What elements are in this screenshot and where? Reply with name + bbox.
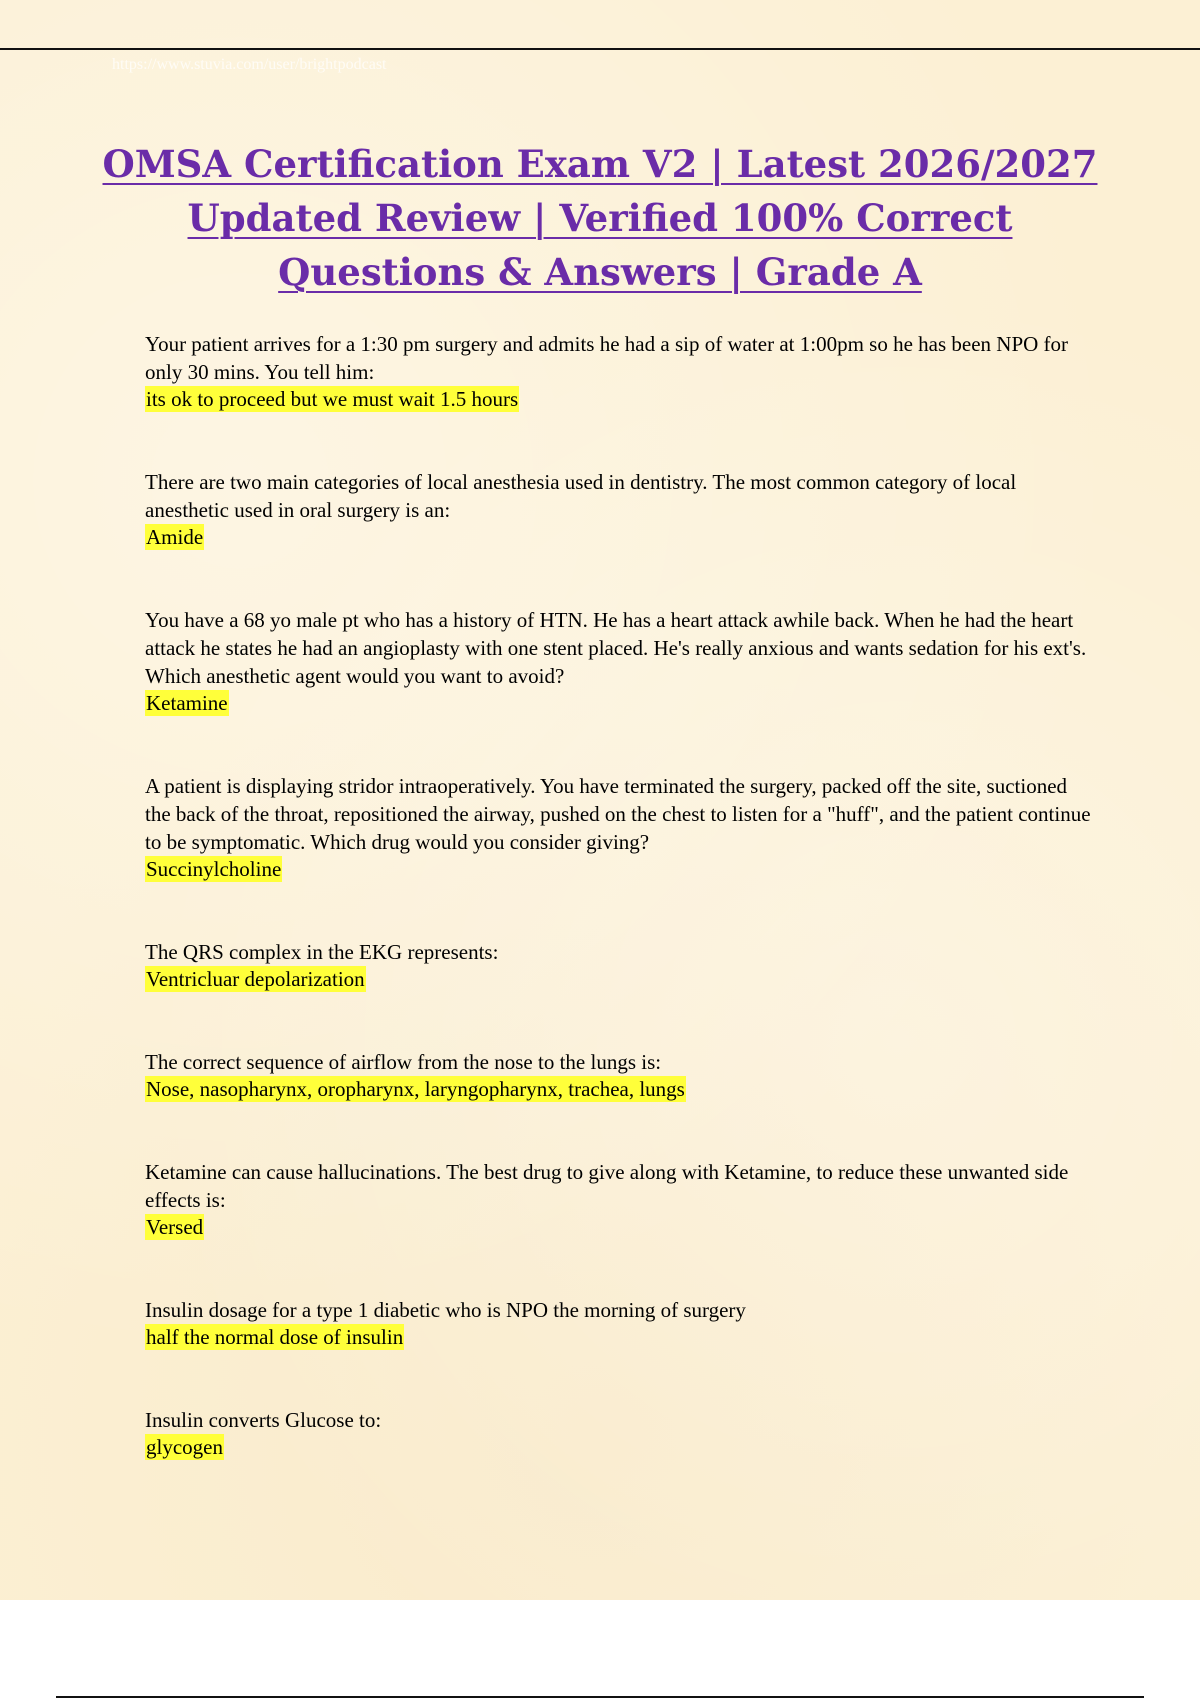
qa-item [145,330,1095,412]
qa-item [145,1406,1095,1460]
answer-highlight: Succinylcholine [146,857,282,881]
answer-highlight: glycogen [146,1435,223,1459]
qa-item [145,1048,1095,1102]
document-title: OMSA Certification Exam V2 | Latest 2026/2027 Updated Review | Verified 100% Correct Questions & Answers | Grade A [102,141,1098,294]
question-text: You have a 68 yo male pt who has a history of HTN. He has a heart attack awhile back. When he had the heart attack he states he had an angioplasty with one stent placed. He's really anxious and wants sedation for his ext's. Which anesthetic agent would you want to avoid? [145,608,1087,688]
qa-item [145,606,1095,716]
qa-item [145,772,1095,882]
qa-item [145,938,1095,992]
answer-highlight: Ventricluar depolarization [146,967,365,991]
answer-highlight: its ok to proceed but we must wait 1.5 hours [146,387,519,411]
answer-highlight: Amide [146,525,204,549]
question-text: Insulin converts Glucose to: [145,1408,382,1432]
qa-list [145,330,1095,1516]
qa-item [145,1158,1095,1240]
answer-highlight: Nose, nasopharynx, oropharynx, laryngopharynx, trachea, lungs [146,1077,685,1101]
question-text: A patient is displaying stridor intraoperatively. You have terminated the surgery, packed off the site, suctioned the back of the throat, repositioned the airway, pushed on the chest to listen for a "huff", and the patient continue to be symptomatic. Which drug would you consider giving? [145,774,1091,854]
qa-item [145,1296,1095,1350]
answer-highlight: half the normal dose of insulin [146,1325,404,1349]
qa-item [145,468,1095,550]
question-text: Your patient arrives for a 1:30 pm surgery and admits he had a sip of water at 1:00pm so he has been NPO for only 30 mins. You tell him: [145,332,1069,384]
bottom-divider [56,1696,1144,1698]
question-text: The QRS complex in the EKG represents: [145,940,499,964]
watermark-url: https://www.stuvia.com/user/brightpodcast [112,56,387,73]
question-text: Insulin dosage for a type 1 diabetic who is NPO the morning of surgery [145,1298,746,1322]
answer-highlight: Ketamine [146,691,228,715]
answer-highlight: Versed [146,1215,204,1239]
top-divider [0,48,1200,50]
question-text: The correct sequence of airflow from the nose to the lungs is: [145,1050,662,1074]
question-text: Ketamine can cause hallucinations. The best drug to give along with Ketamine, to reduce these unwanted side effects is: [145,1160,1069,1212]
question-text: There are two main categories of local anesthesia used in dentistry. The most common category of local anesthetic used in oral surgery is an: [145,470,1017,522]
